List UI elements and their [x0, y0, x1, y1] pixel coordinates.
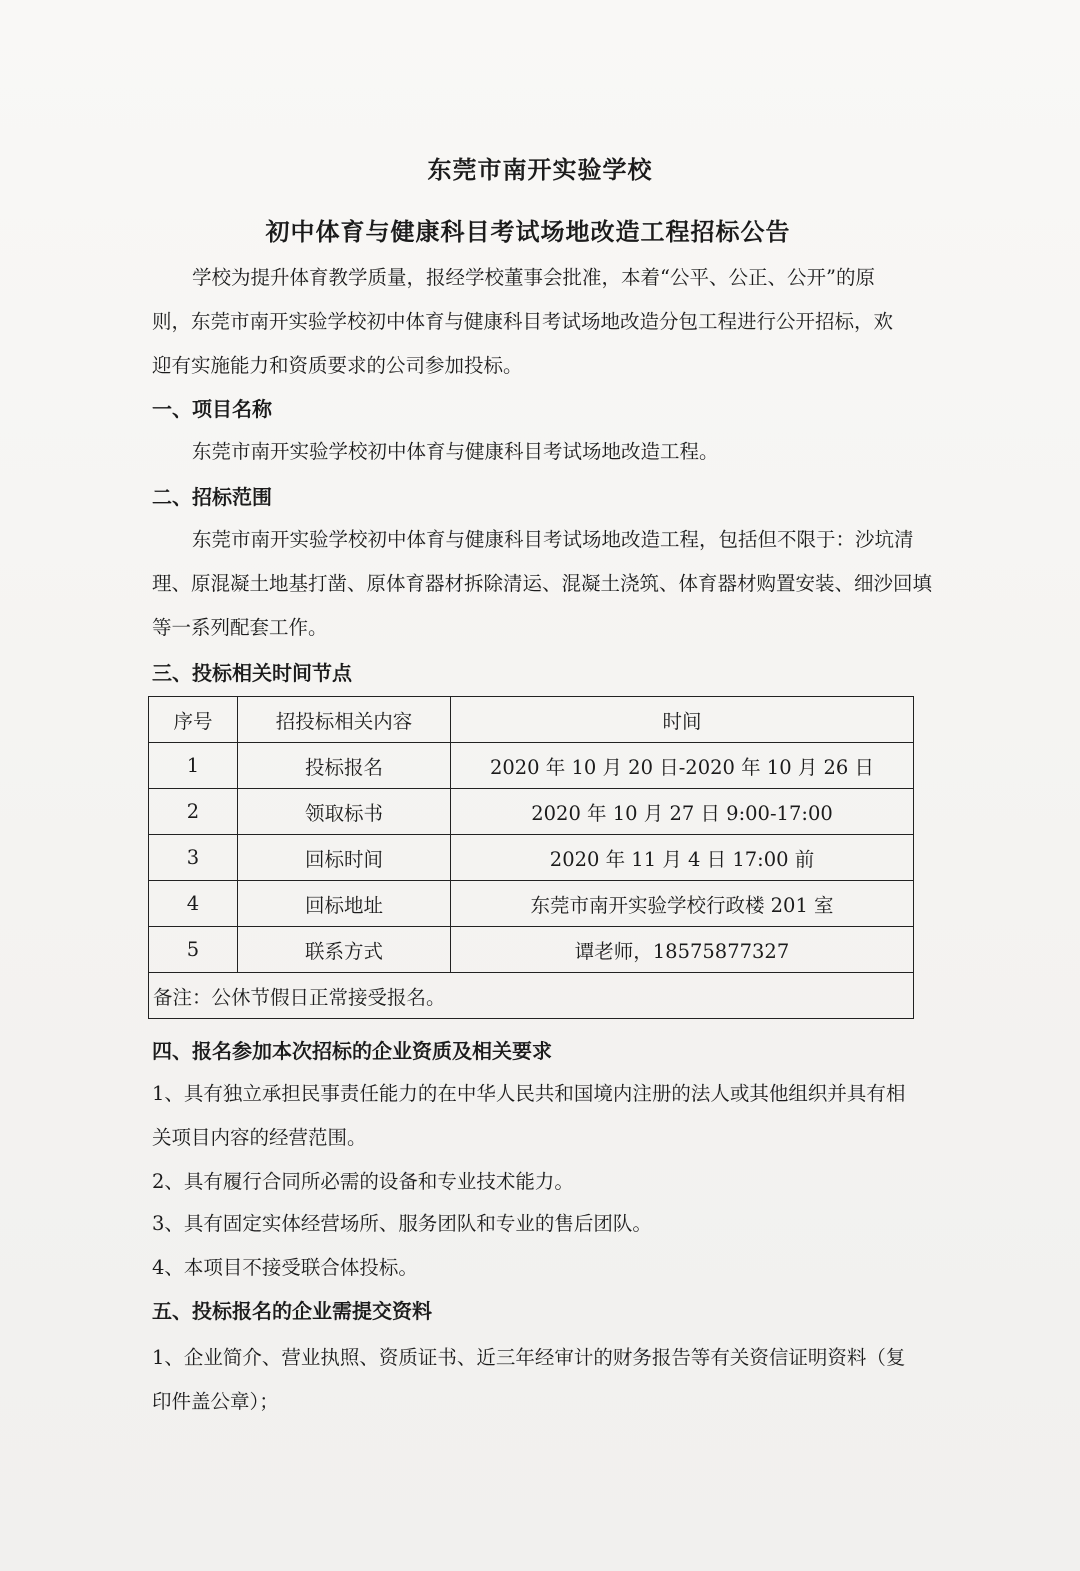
- section5-heading: 五、投标报名的企业需提交资料: [152, 1299, 432, 1323]
- section4-heading: 四、报名参加本次招标的企业资质及相关要求: [152, 1039, 552, 1063]
- section4-item-2: 2、具有履行合同所必需的设备和专业技术能力。: [152, 1170, 574, 1193]
- section2-heading: 二、招标范围: [152, 485, 272, 509]
- document-title-notice: 初中体育与健康科目考试场地改造工程招标公告: [265, 217, 791, 246]
- header-time: 时间: [451, 697, 914, 743]
- table-header-row: [149, 697, 914, 743]
- section5-item-1: 1、企业简介、营业执照、资质证书、近三年经审计的财务报告等有关资信证明资料（复印件盖公章）；: [152, 1346, 906, 1413]
- row-content: 投标报名: [238, 743, 451, 789]
- document-title-school: 东莞市南开实验学校: [427, 155, 653, 184]
- row-index: 1: [149, 743, 238, 789]
- section4-item-1: 1、具有独立承担民事责任能力的在中华人民共和国境内注册的法人或其他组织并具有相关项目内容的经营范围。: [152, 1082, 906, 1149]
- schedule-table: [148, 696, 914, 1019]
- row-time: 谭老师，18575877327: [451, 927, 914, 973]
- row-index: 2: [149, 789, 238, 835]
- row-index: 5: [149, 927, 238, 973]
- table-note-row: [149, 973, 914, 1019]
- row-content: 领取标书: [238, 789, 451, 835]
- row-index: 3: [149, 835, 238, 881]
- section3-heading: 三、投标相关时间节点: [152, 661, 352, 685]
- table-note: 备注：公休节假日正常接受报名。: [149, 973, 914, 1019]
- row-content: 联系方式: [238, 927, 451, 973]
- section4-item-4: 4、本项目不接受联合体投标。: [152, 1256, 418, 1279]
- section1-heading: 一、项目名称: [152, 397, 272, 421]
- row-content: 回标地址: [238, 881, 451, 927]
- section4-item-3: 3、具有固定实体经营场所、服务团队和专业的售后团队。: [152, 1212, 652, 1235]
- row-time: 东莞市南开实验学校行政楼 201 室: [451, 881, 914, 927]
- row-content: 回标时间: [238, 835, 451, 881]
- table-row: [149, 835, 914, 881]
- row-time: 2020 年 10 月 27 日 9:00-17:00: [451, 789, 914, 835]
- intro-paragraph: 学校为提升体育教学质量，报经学校董事会批准，本着“公平、公正、公开”的原则，东莞市南开实验学校初中体育与健康科目考试场地改造分包工程进行公开招标，欢迎有实施能力和资质要求的公司参加投标。: [152, 266, 894, 377]
- section2-text: 东莞市南开实验学校初中体育与健康科目考试场地改造工程，包括但不限于：沙坑清理、原混凝土地基打凿、原体育器材拆除清运、混凝土浇筑、体育器材购置安装、细沙回填等一系列配套工作。: [152, 528, 933, 639]
- table-row: [149, 789, 914, 835]
- header-content: 招投标相关内容: [238, 697, 451, 743]
- header-index: 序号: [149, 697, 238, 743]
- table-row: [149, 743, 914, 789]
- row-time: 2020 年 10 月 20 日-2020 年 10 月 26 日: [451, 743, 914, 789]
- table-row: [149, 881, 914, 927]
- table-row: [149, 927, 914, 973]
- row-time: 2020 年 11 月 4 日 17:00 前: [451, 835, 914, 881]
- row-index: 4: [149, 881, 238, 927]
- section1-text: 东莞市南开实验学校初中体育与健康科目考试场地改造工程。: [192, 440, 719, 463]
